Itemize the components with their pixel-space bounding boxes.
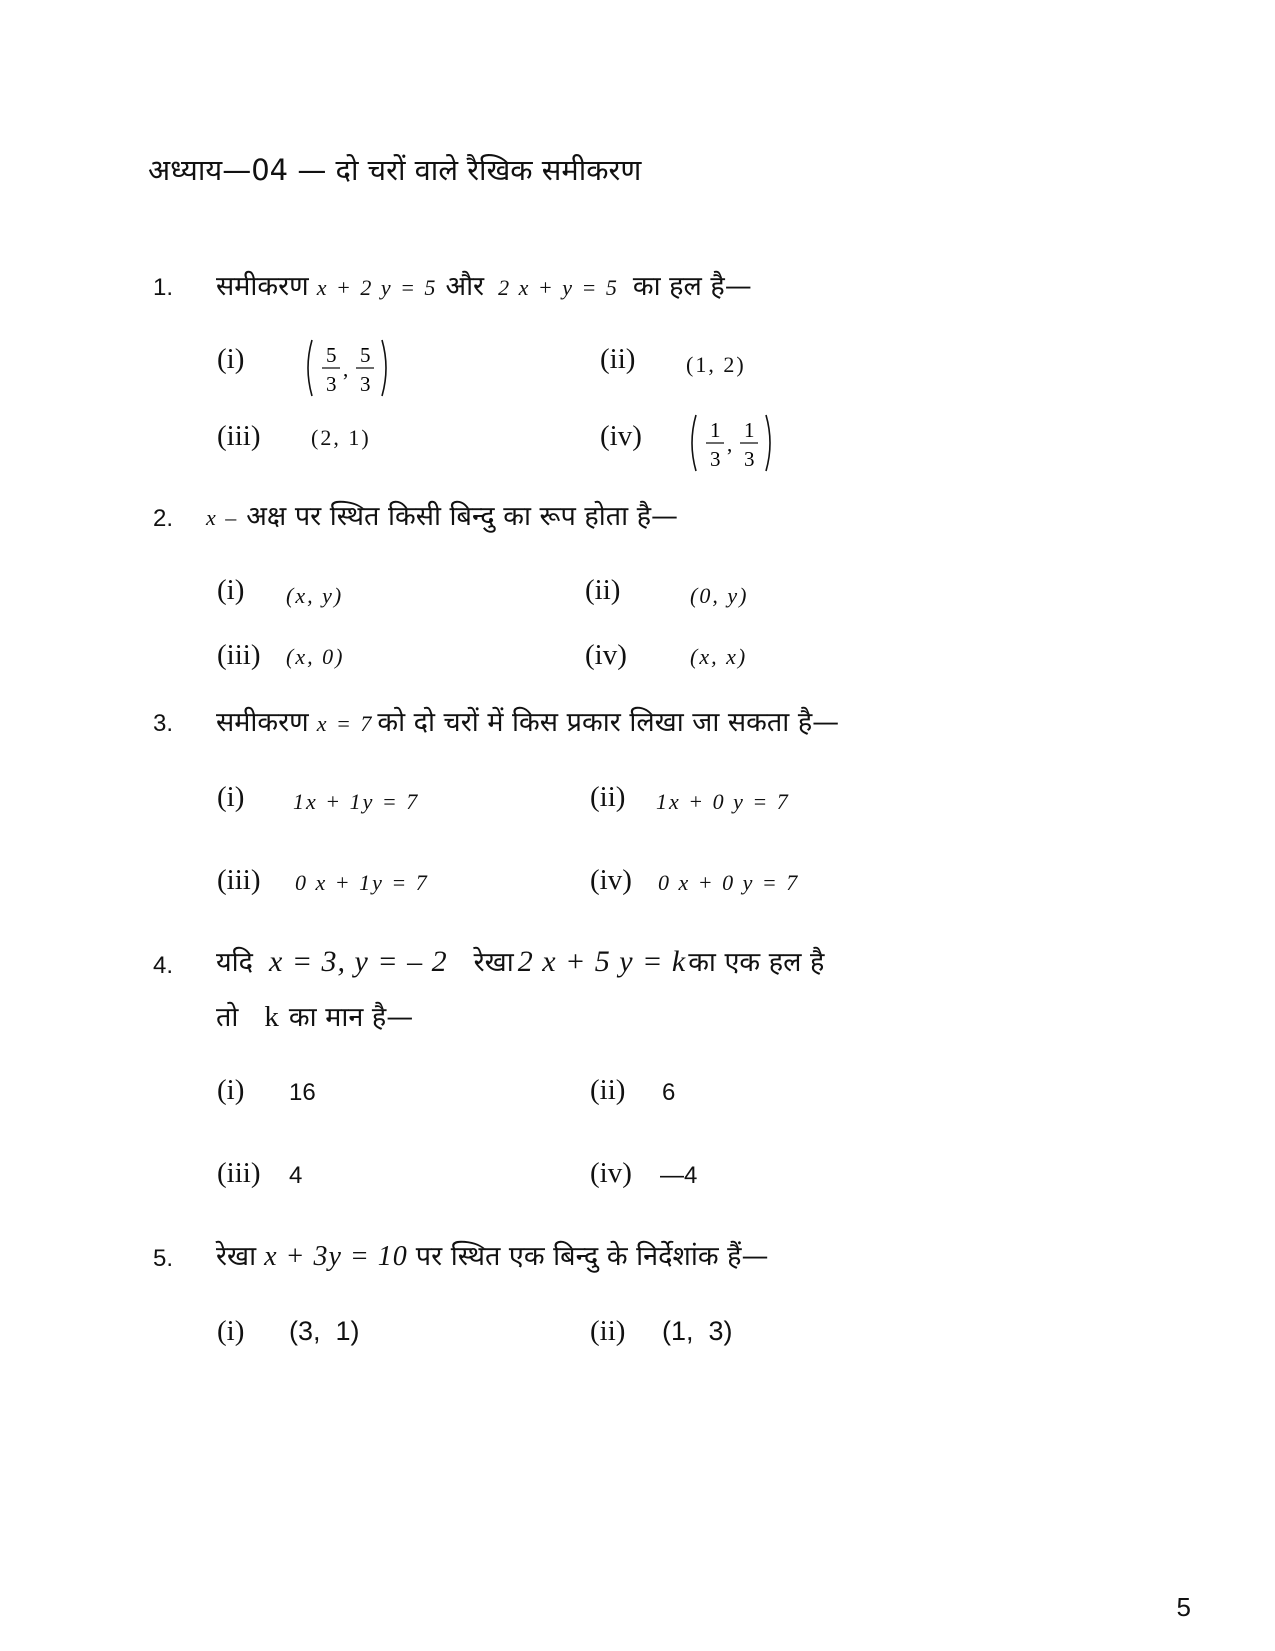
question-text-part: रेखा [216, 1241, 257, 1272]
option-label: (ii) [590, 1315, 626, 1347]
equation: x + 3y = 10 [264, 1241, 408, 1272]
option-value: 6 [662, 1079, 676, 1106]
question-number: 2. [153, 505, 174, 532]
option-value: (1, 3) [662, 1316, 733, 1346]
equation: x – [206, 505, 239, 530]
equation: 2 x + y = 5 [498, 275, 619, 300]
question-text-part: और [445, 271, 485, 302]
option-label: (iv) [590, 1157, 632, 1189]
option-label: (i) [217, 343, 245, 375]
fraction-numerator: 1 [744, 418, 755, 442]
question-text [216, 266, 752, 303]
question-text-part: रेखा [473, 947, 514, 978]
option-value: —4 [660, 1162, 698, 1189]
question-text-part: अक्ष पर स्थित किसी बिन्दु का रूप होता है— [246, 501, 679, 532]
option-value: (3, 1) [289, 1316, 360, 1346]
option-label: (i) [217, 781, 245, 813]
option-value: 0 x + 0 y = 7 [658, 870, 800, 895]
option-value: 1x + 0 y = 7 [656, 789, 790, 814]
option-label: (iii) [217, 639, 261, 671]
option-value: (x, x) [690, 644, 748, 669]
question-number: 4. [153, 952, 174, 979]
equation: x = 3, y = – 2 [269, 945, 448, 978]
option-label: (iv) [585, 639, 627, 671]
option-value: 16 [289, 1079, 316, 1106]
question-text-part: समीकरण [216, 707, 309, 738]
equation: x = 7 [316, 711, 374, 736]
question-text-part: का एक हल है [688, 947, 825, 978]
question-text-part: तो [216, 1002, 239, 1033]
question-number: 1. [153, 274, 174, 301]
option-value: (x, y) [286, 583, 344, 608]
question-number: 3. [153, 710, 174, 737]
option-label: (ii) [600, 343, 636, 375]
question-text [216, 702, 839, 739]
question-text-line2 [216, 997, 413, 1034]
question-text [216, 1236, 769, 1273]
option-label: (iii) [217, 864, 261, 896]
option-label: (iv) [590, 864, 632, 896]
option-label: (ii) [590, 781, 626, 813]
fraction-denominator: 3 [744, 447, 755, 471]
svg-text:,: , [343, 357, 349, 381]
option-label: (i) [217, 574, 245, 606]
option-value: (2, 1) [311, 425, 371, 450]
variable: k [264, 1001, 279, 1033]
option-label: (i) [217, 1074, 245, 1106]
option-value: 1x + 1y = 7 [293, 789, 420, 814]
equation: 2 x + 5 y = k [517, 945, 687, 978]
fraction-denominator: 3 [326, 372, 337, 396]
svg-text:,: , [727, 432, 733, 456]
fraction-numerator: 5 [360, 343, 371, 367]
question-text-part: समीकरण [216, 271, 309, 302]
fraction-pair-option [686, 411, 778, 475]
option-label: (ii) [585, 574, 621, 606]
fraction-denominator: 3 [710, 447, 721, 471]
option-value: (x, 0) [286, 644, 345, 669]
question-text [216, 942, 824, 979]
option-value: (1, 2) [686, 352, 746, 377]
question-text-part: का हल है— [632, 271, 752, 302]
option-value: 0 x + 1y = 7 [295, 870, 429, 895]
page-number: 5 [1176, 1592, 1191, 1622]
option-label: (iii) [217, 420, 261, 452]
question-text-part: को दो चरों में किस प्रकार लिखा जा सकता है— [377, 707, 840, 738]
option-label: (ii) [590, 1074, 626, 1106]
option-value: (0, y) [690, 583, 749, 608]
fraction-numerator: 5 [326, 343, 337, 367]
option-label: (iv) [600, 420, 642, 452]
fraction-pair-option [302, 336, 394, 400]
fraction-denominator: 3 [360, 372, 371, 396]
option-label: (i) [217, 1315, 245, 1347]
question-text-part: पर स्थित एक बिन्दु के निर्देशांक हैं— [415, 1241, 769, 1272]
option-value: 4 [289, 1162, 303, 1189]
equation: x + 2 y = 5 [316, 275, 438, 300]
question-text [206, 496, 678, 533]
question-text-part: का मान है— [288, 1002, 414, 1033]
question-text-part: यदि [216, 947, 253, 978]
fraction-numerator: 1 [710, 418, 721, 442]
page-title: अध्याय—04 — दो चरों वाले रैखिक समीकरण [148, 153, 642, 187]
question-number: 5. [153, 1245, 174, 1272]
option-label: (iii) [217, 1157, 261, 1189]
